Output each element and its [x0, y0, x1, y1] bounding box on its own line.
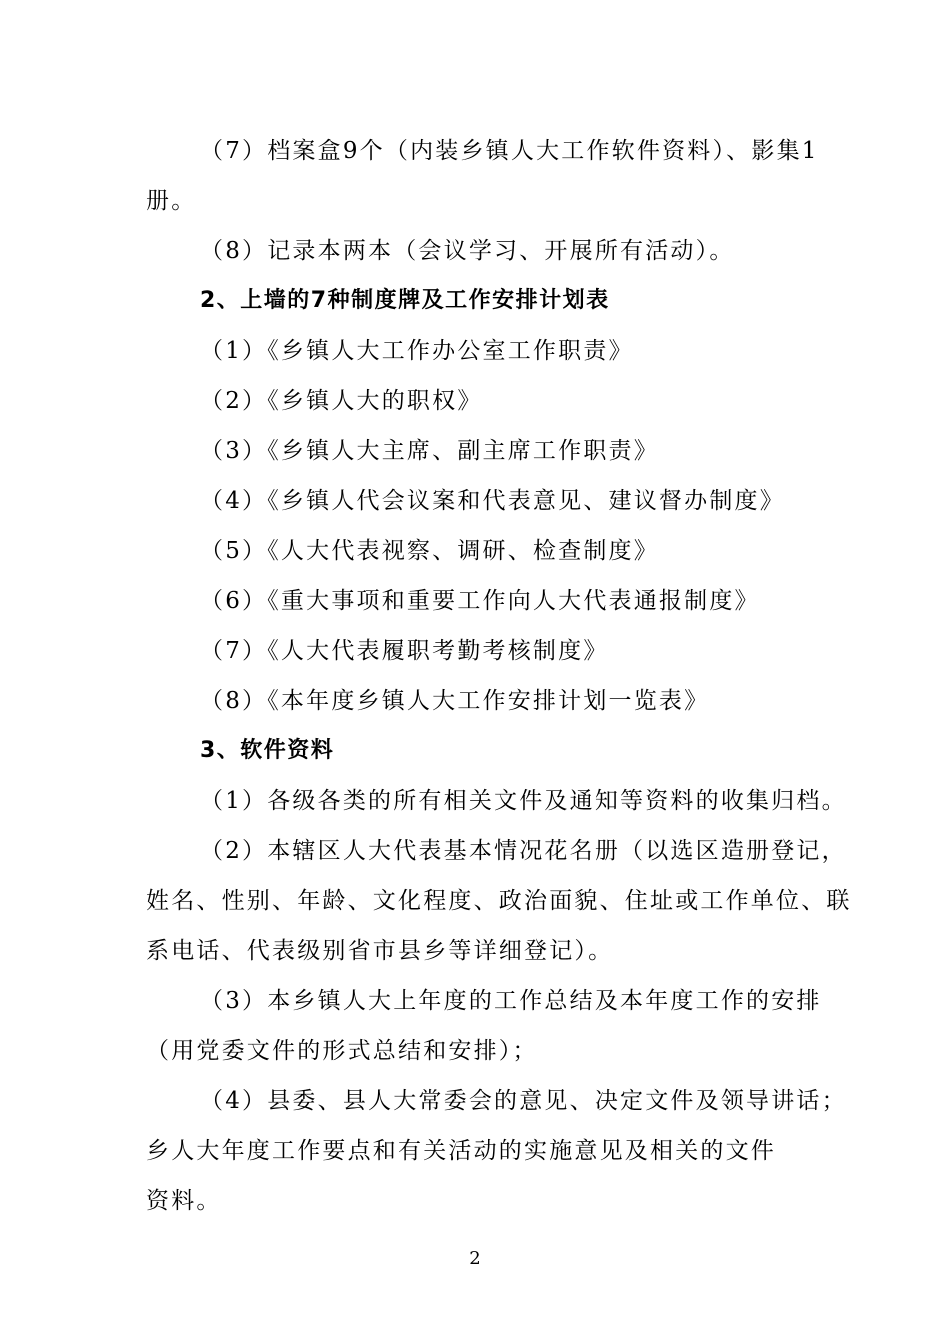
paragraph-line: 乡人大年度工作要点和有关活动的实施意见及相关的文件 [146, 1138, 776, 1164]
paragraph-line: 系电话、代表级别省市县乡等详细登记）。 [146, 938, 614, 964]
list-item: （8）《本年度乡镇人大工作安排计划一览表》 [200, 688, 710, 714]
paragraph-line: （1）各级各类的所有相关文件及通知等资料的收集归档。 [200, 788, 847, 814]
list-item: （6）《重大事项和重要工作向人大代表通报制度》 [200, 588, 760, 614]
section-heading: 3、软件资料 [200, 738, 335, 763]
paragraph-line: 册。 [146, 188, 197, 214]
page-number: 2 [469, 1248, 481, 1269]
list-item: （7）《人大代表履职考勤考核制度》 [200, 638, 609, 664]
paragraph-line: （2）本辖区人大代表基本情况花名册（以选区造册登记， [200, 838, 847, 864]
section-heading: 2、上墙的7种制度牌及工作安排计划表 [200, 288, 610, 313]
list-item: （4）《乡镇人代会议案和代表意见、建议督办制度》 [200, 488, 785, 514]
paragraph-line: （8）记录本两本（会议学习、开展所有活动）。 [200, 238, 735, 264]
list-item: （3）《乡镇人大主席、副主席工作职责》 [200, 438, 659, 464]
list-item: （5）《人大代表视察、调研、检查制度》 [200, 538, 659, 564]
paragraph-line: 资料。 [146, 1188, 222, 1214]
paragraph-line: （用党委文件的形式总结和安排）； [146, 1038, 538, 1064]
paragraph-line: （3）本乡镇人大上年度的工作总结及本年度工作的安排 [200, 988, 822, 1014]
paragraph-line: 姓名、性别、年龄、文化程度、政治面貌、住址或工作单位、联 [146, 888, 852, 914]
list-item: （2）《乡镇人大的职权》 [200, 388, 483, 414]
paragraph-line: （4）县委、县人大常委会的意见、决定文件及领导讲话； [200, 1088, 847, 1114]
list-item: （1）《乡镇人大工作办公室工作职责》 [200, 338, 634, 364]
paragraph-line: （7）档案盒9个（内装乡镇人大工作软件资料）、影集1 [200, 138, 819, 164]
